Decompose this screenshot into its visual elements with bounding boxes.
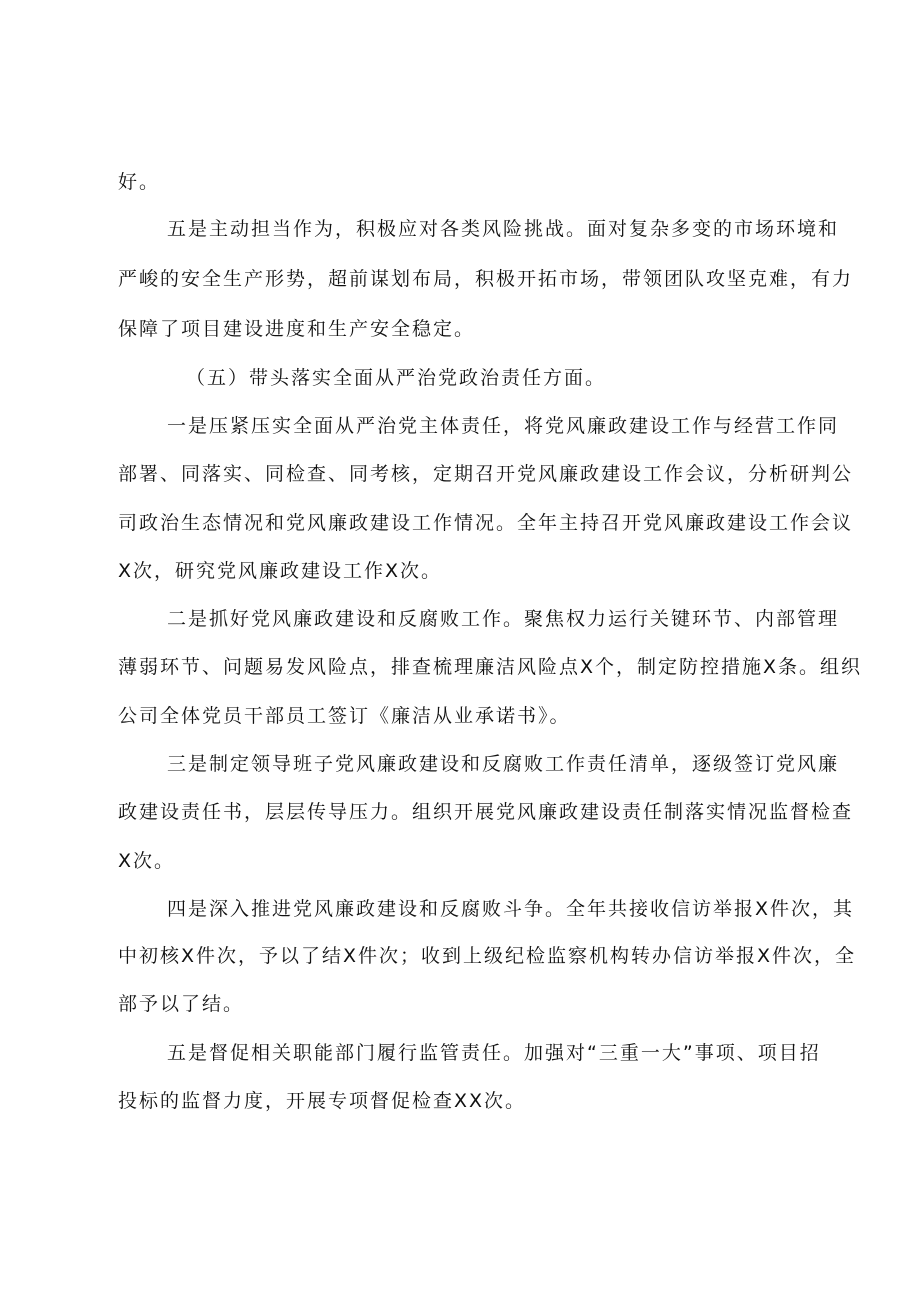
paragraph-line: 四是深入推进党风廉政建设和反腐败斗争。全年共接收信访举报X件次，其 <box>167 898 855 920</box>
paragraph-line: X次。 <box>118 850 176 872</box>
paragraph-line: 五是督促相关职能部门履行监管责任。加强对“三重一大”事项、项目招 <box>167 1042 821 1064</box>
paragraph-line: 部署、同落实、同检查、同考核，定期召开党风廉政建设工作会议，分析研判公 <box>118 463 854 485</box>
paragraph-line: 五是主动担当作为，积极应对各类风险挑战。面对复杂多变的市场环境和 <box>167 218 840 240</box>
paragraph-line: 司政治生态情况和党风廉政建设工作情况。全年主持召开党风廉政建设工作会议 <box>118 512 854 534</box>
paragraph-line: 公司全体党员干部员工签订《廉洁从业承诺书》。 <box>118 705 571 727</box>
paragraph-line: 中初核X件次，予以了结X件次；收到上级纪检监察机构转办信访举报X件次，全 <box>118 945 857 967</box>
paragraph-line: 部予以了结。 <box>118 993 245 1015</box>
paragraph-line: 二是抓好党风廉政建设和反腐败工作。聚焦权力运行关键环节、内部管理 <box>167 608 840 630</box>
section-heading: （五）带头落实全面从严治党政治责任方面。 <box>186 367 607 389</box>
paragraph-line: 严峻的安全生产形势，超前谋划布局，积极开拓市场，带领团队攻坚克难，有力 <box>118 268 854 290</box>
paragraph-line: X次，研究党风廉政建设工作X次。 <box>118 560 443 582</box>
paragraph-line: 政建设责任书，层层传导压力。组织开展党风廉政建设责任制落实情况监督检查 <box>118 801 854 823</box>
paragraph-line: 三是制定领导班子党风廉政建设和反腐败工作责任清单，逐级签订党风廉 <box>167 753 840 775</box>
paragraph-line: 投标的监督力度，开展专项督促检查XX次。 <box>118 1090 527 1112</box>
paragraph-line: 保障了项目建设进度和生产安全稳定。 <box>118 318 476 340</box>
paragraph-line: 一是压紧压实全面从严治党主体责任，将党风廉政建设工作与经营工作同 <box>167 415 840 437</box>
text-line: 好。 <box>118 171 161 193</box>
paragraph-line: 薄弱环节、问题易发风险点，排查梳理廉洁风险点X个，制定防控措施X条。组织 <box>118 656 863 678</box>
